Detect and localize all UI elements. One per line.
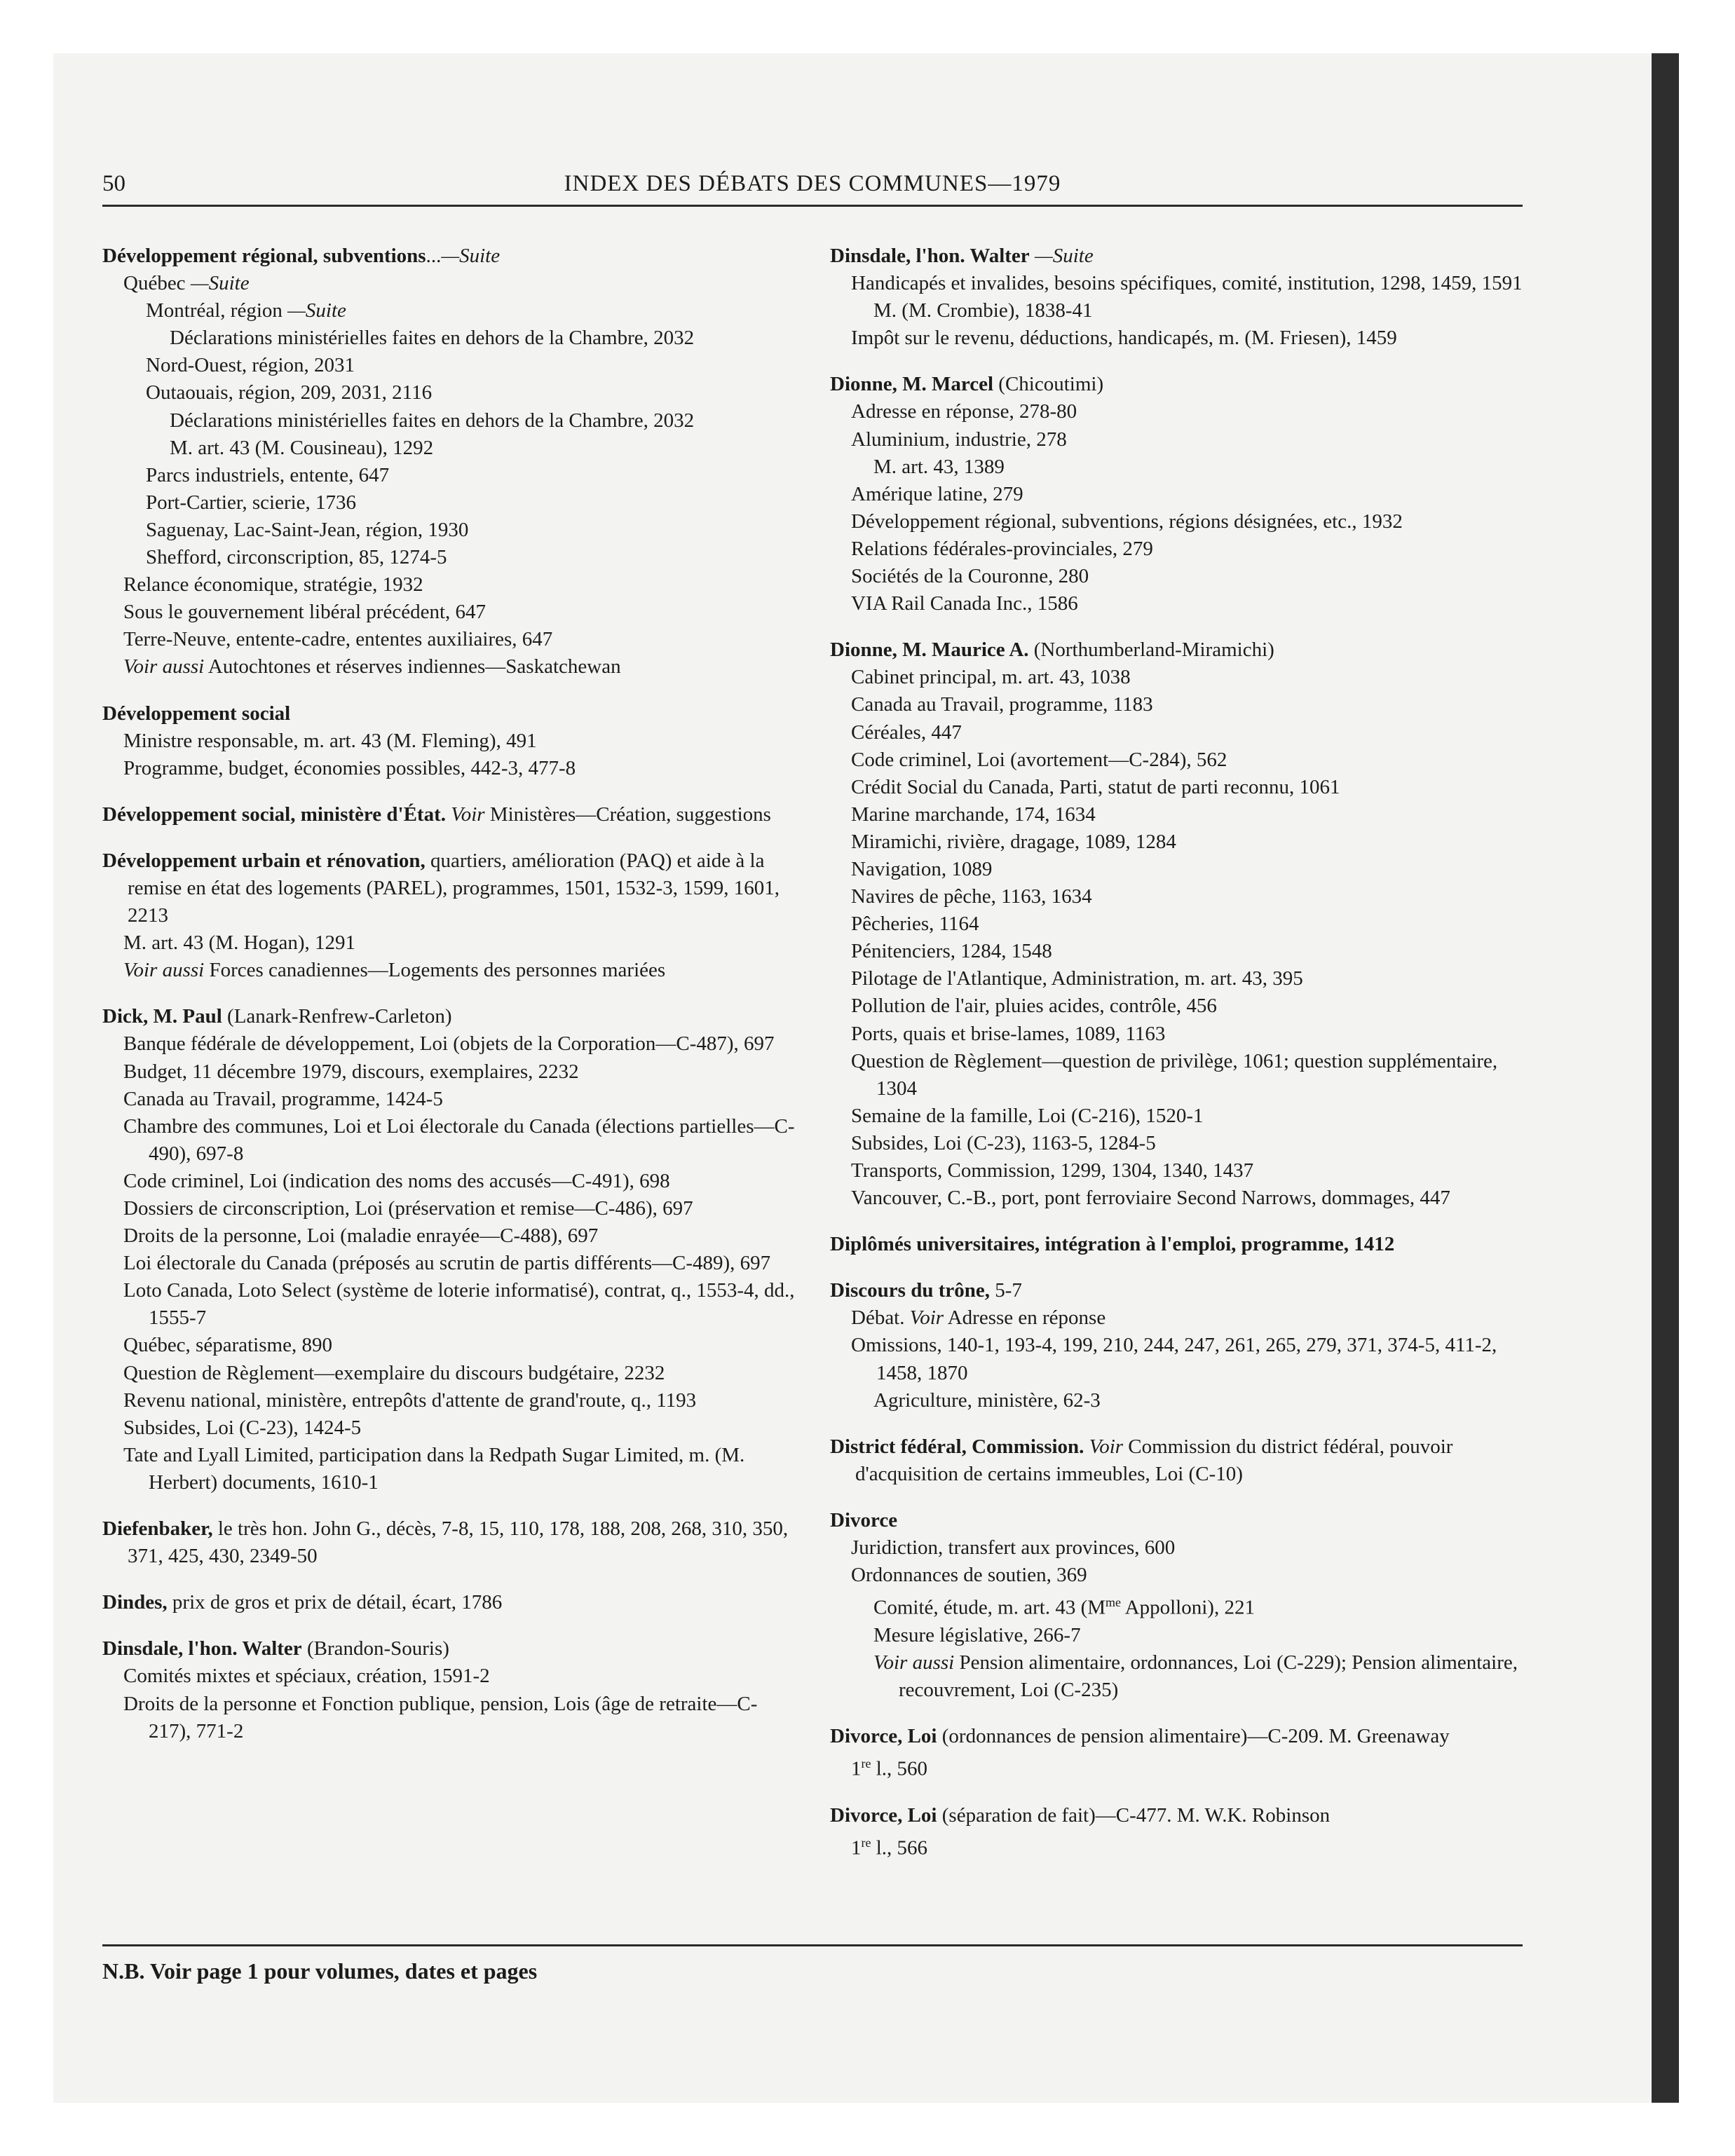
index-text: Transports, Commission, 1299, 1304, 1340, 1437 (851, 1159, 1254, 1182)
index-subentry (102, 1387, 796, 1414)
index-entry (830, 636, 1524, 1212)
index-subentry (830, 398, 1524, 425)
index-text: Déclarations ministérielles faites en dehors de la Chambre, 2032 (170, 327, 695, 350)
index-text: Développement social, ministère d'État. (102, 803, 446, 826)
index-subentry (830, 563, 1524, 590)
index-text: Droits de la personne, Loi (maladie enrayée—C-488), 697 (123, 1224, 599, 1248)
index-text: Québec, séparatisme, 890 (123, 1334, 332, 1357)
index-text: Programme, budget, économies possibles, 442-3, 477-8 (123, 756, 576, 779)
index-subentry (102, 517, 796, 544)
index-subentry (102, 1168, 796, 1195)
index-text: Déclarations ministérielles faites en dehors de la Chambre, 2032 (170, 409, 695, 432)
index-text: Banque fédérale de développement, Loi (objets de la Corporation—C-487), 697 (123, 1032, 775, 1056)
index-subentry (102, 728, 796, 755)
index-subentry (830, 535, 1524, 563)
index-subentry (830, 1387, 1524, 1414)
index-text: le très hon. John G., décès, 7-8, 15, 110, 178, 188, 208, 268, 310, 350, 371, 425, 430, 2349-50 (128, 1517, 789, 1568)
index-text: Revenu national, ministère, entrepôts d'attente de grand'route, q., 1193 (123, 1389, 697, 1412)
index-entry (830, 1277, 1524, 1414)
index-subentry (102, 407, 796, 435)
index-subentry (830, 453, 1524, 481)
index-entry (830, 1231, 1524, 1258)
index-text: Crédit Social du Canada, Parti, statut de parti reconnu, 1061 (851, 775, 1340, 798)
index-text: Pilotage de l'Atlantique, Administration, m. art. 43, 395 (851, 967, 1303, 990)
index-text: Canada au Travail, programme, 1424-5 (123, 1087, 443, 1110)
index-entry (830, 1802, 1524, 1862)
index-text: Divorce (830, 1508, 898, 1531)
index-subentry (102, 1663, 796, 1690)
index-subentry (102, 1691, 796, 1745)
index-subentry (102, 1113, 796, 1168)
index-text: Forces canadiennes—Logements des personnes mariées (204, 959, 666, 982)
index-subentry (102, 1442, 796, 1496)
index-text: Subsides, Loi (C-23), 1163-5, 1284-5 (851, 1131, 1156, 1154)
index-subentry (830, 1649, 1524, 1704)
index-text: Diplômés universitaires, intégration à l'emploi, programme, 1412 (830, 1233, 1395, 1256)
index-subentry (102, 1277, 796, 1332)
index-subentry (102, 544, 796, 571)
index-entry (830, 243, 1524, 352)
index-subentry (830, 325, 1524, 352)
index-subentry (102, 626, 796, 653)
index-text: Navires de pêche, 1163, 1634 (851, 885, 1092, 908)
index-heading (830, 1507, 1524, 1534)
index-text: Ministre responsable, m. art. 43 (M. Fleming), 491 (123, 729, 537, 752)
index-subentry (830, 1021, 1524, 1048)
index-subentry (830, 746, 1524, 774)
index-text: Nord-Ouest, région, 2031 (146, 354, 355, 377)
index-text: l., 566 (871, 1836, 928, 1860)
index-subentry (830, 1185, 1524, 1212)
index-text: Cabinet principal, m. art. 43, 1038 (851, 666, 1131, 689)
index-text: Loto Canada, Loto Select (système de loterie informatisé), contrat, q., 1553-4, dd., 1555-7 (123, 1279, 795, 1330)
index-subentry (102, 1222, 796, 1250)
index-subentry (102, 599, 796, 626)
index-subentry (102, 489, 796, 517)
index-subentry (830, 664, 1524, 691)
index-text: Question de Règlement—exemplaire du discours budgétaire, 2232 (123, 1361, 665, 1384)
index-text: Marine marchande, 174, 1634 (851, 803, 1096, 826)
index-text: Relance économique, stratégie, 1932 (123, 573, 423, 596)
index-entry (102, 700, 796, 782)
index-text: Omissions, 140-1, 193-4, 199, 210, 244, 247, 261, 265, 279, 371, 374-5, 411-2, 1458, 1870 (851, 1334, 1497, 1384)
index-subentry (102, 325, 796, 352)
index-subentry (830, 1589, 1524, 1622)
index-text: Pension alimentaire, ordonnances, Loi (C-229); Pension alimentaire, recouvrement, Loi (C-235) (899, 1651, 1518, 1702)
index-text: Outaouais, région, 209, 2031, 2116 (146, 381, 433, 404)
index-text: Tate and Lyall Limited, participation dans la Redpath Sugar Limited, m. (M. Herbert) documents, 1610-1 (123, 1443, 745, 1494)
index-text: Question de Règlement—question de privilège, 1061; question supplémentaire, 1304 (851, 1049, 1498, 1100)
index-subentry (102, 929, 796, 957)
index-text: Parcs industriels, entente, 647 (146, 463, 390, 486)
index-text: M. art. 43, 1389 (873, 455, 1005, 478)
index-heading (830, 1723, 1524, 1750)
index-heading (830, 243, 1524, 270)
index-subentry (102, 1360, 796, 1387)
index-subentry (102, 1058, 796, 1086)
index-subentry (102, 1030, 796, 1058)
index-subentry (830, 828, 1524, 856)
index-text: Divorce, Loi (830, 1804, 937, 1827)
index-subentry (830, 910, 1524, 938)
index-heading (102, 1635, 796, 1663)
index-text: Ordonnances de soutien, 369 (851, 1564, 1087, 1587)
index-text: Développement urbain et rénovation, (102, 849, 426, 872)
index-text: (séparation de fait)—C-477. M. W.K. Robinson (937, 1804, 1331, 1827)
index-subentry (102, 1250, 796, 1277)
header-rule (102, 205, 1523, 207)
index-text: (Brandon-Souris) (301, 1637, 449, 1660)
index-text: prix de gros et prix de détail, écart, 1786 (167, 1591, 503, 1614)
index-text: Développement régional, subventions (102, 245, 426, 267)
index-entry (102, 1589, 796, 1616)
index-subentry (830, 1048, 1524, 1103)
index-heading (830, 1277, 1524, 1304)
index-entry (830, 371, 1524, 618)
index-subentry (830, 1622, 1524, 1649)
index-text: Voir (445, 803, 485, 826)
index-text: —Suite (287, 299, 346, 322)
index-text: (Lanark-Renfrew-Carleton) (222, 1005, 452, 1028)
index-text: Pêcheries, 1164 (851, 913, 979, 936)
index-text: Sociétés de la Couronne, 280 (851, 565, 1089, 588)
index-text: Subsides, Loi (C-23), 1424-5 (123, 1416, 362, 1439)
index-entry (102, 1515, 796, 1570)
index-text: Canada au Travail, programme, 1183 (851, 693, 1153, 716)
index-text: Divorce, Loi (830, 1725, 937, 1748)
index-subentry (102, 1086, 796, 1113)
index-subentry (830, 801, 1524, 828)
index-heading (102, 1515, 796, 1570)
index-text: l., 560 (871, 1758, 928, 1780)
index-text: Amérique latine, 279 (851, 482, 1023, 505)
index-text: Comité, étude, m. art. 43 (M (873, 1596, 1106, 1619)
index-text: quartiers, amélioration (PAQ) et aide à la remise en état des logements (PAREL), programmes, 1501, 1532-3, 1599, 1601, 2213 (128, 849, 780, 927)
index-entry (102, 243, 796, 681)
index-text: Québec (123, 272, 191, 295)
index-heading (102, 1003, 796, 1030)
page-header (102, 165, 1523, 206)
footer-note: N.B. Voir page 1 pour volumes, dates et pages (102, 1958, 538, 1984)
index-text: Impôt sur le revenu, déductions, handicapés, m. (M. Friesen), 1459 (851, 327, 1397, 350)
binding-edge (1652, 53, 1679, 2103)
index-text: Semaine de la famille, Loi (C-216), 1520-1 (851, 1104, 1204, 1127)
index-text: Dionne, M. Marcel (830, 373, 994, 396)
index-subentry (830, 1534, 1524, 1562)
index-subentry (830, 1304, 1524, 1332)
index-text: Développement régional, subventions, régions désignées, etc., 1932 (851, 510, 1403, 533)
index-subentry (830, 270, 1524, 297)
index-text: Sous le gouvernement libéral précédent, 647 (123, 601, 487, 624)
index-text: me (1105, 1595, 1122, 1610)
index-text: Dinsdale, l'hon. Walter (102, 1637, 302, 1660)
index-subentry (102, 653, 796, 681)
index-entry (102, 801, 796, 828)
index-text: Voir (1084, 1435, 1124, 1458)
index-text: M. art. 43 (M. Cousineau), 1292 (170, 436, 434, 459)
index-text: Adresse en réponse (944, 1306, 1106, 1330)
index-subentry (102, 462, 796, 489)
index-text: Budget, 11 décembre 1979, discours, exemplaires, 2232 (123, 1060, 579, 1083)
index-text: Droits de la personne et Fonction publique, pension, Lois (âge de retraite—C-217), 771-2 (123, 1692, 758, 1742)
index-entry (830, 1507, 1524, 1704)
index-subentry (102, 1195, 796, 1222)
index-text: Pénitenciers, 1284, 1548 (851, 940, 1052, 963)
index-text: Ports, quais et brise-lames, 1089, 1163 (851, 1022, 1166, 1045)
index-text: Port-Cartier, scierie, 1736 (146, 491, 357, 514)
index-text: re (861, 1756, 871, 1771)
index-text: Code criminel, Loi (indication des noms des accusés—C-491), 698 (123, 1169, 670, 1192)
index-subentry (830, 965, 1524, 992)
index-subentry (830, 883, 1524, 910)
index-text: (ordonnances de pension alimentaire)—C-209. M. Greenaway (937, 1725, 1450, 1748)
index-text: Montréal, région (146, 299, 288, 322)
index-heading (830, 1231, 1524, 1258)
index-text: Comités mixtes et spéciaux, création, 1591-2 (123, 1665, 490, 1688)
index-heading (102, 1589, 796, 1616)
index-text: District fédéral, Commission. (830, 1435, 1084, 1458)
index-subentry (102, 1414, 796, 1442)
index-subentry (102, 297, 796, 325)
index-text: 5-7 (989, 1279, 1022, 1302)
index-heading (830, 1433, 1524, 1488)
index-text: Dossiers de circonscription, Loi (préservation et remise—C-486), 697 (123, 1197, 693, 1220)
index-subentry (830, 426, 1524, 453)
page-number: 50 (102, 171, 125, 196)
index-text: Voir aussi (123, 959, 205, 982)
index-text: Loi électorale du Canada (préposés au scrutin de partis différents—C-489), 697 (123, 1252, 771, 1275)
index-subentry (830, 774, 1524, 801)
running-title: INDEX DES DÉBATS DES COMMUNES—1979 (564, 171, 1061, 196)
index-text: Discours du trône, (830, 1279, 990, 1302)
index-text: Miramichi, rivière, dragage, 1089, 1284 (851, 830, 1176, 853)
index-text: Adresse en réponse, 278-80 (851, 400, 1077, 423)
index-text: Dionne, M. Maurice A. (830, 639, 1029, 662)
index-subentry (102, 352, 796, 379)
index-text: Autochtones et réserves indiennes—Saskatchewan (204, 655, 621, 678)
index-subentry (830, 481, 1524, 508)
index-text: Commission du district fédéral, pouvoir d'acquisition de certains immeubles, Loi (C-10) (855, 1435, 1453, 1485)
index-heading (102, 801, 796, 828)
index-subentry (830, 719, 1524, 746)
index-subentry (830, 1130, 1524, 1157)
index-text: —Suite (441, 245, 501, 267)
index-text: VIA Rail Canada Inc., 1586 (851, 592, 1078, 615)
index-text: Voir (909, 1306, 944, 1330)
index-text: Vancouver, C.-B., port, pont ferroviaire Second Narrows, dommages, 447 (851, 1187, 1450, 1210)
index-text: M. art. 43 (M. Hogan), 1291 (123, 932, 356, 955)
index-text: Débat. (851, 1306, 910, 1330)
index-subentry (102, 1332, 796, 1359)
index-subentry (830, 590, 1524, 618)
index-subentry (830, 1157, 1524, 1185)
index-text: Céréales, 447 (851, 721, 962, 744)
index-subentry (830, 1562, 1524, 1589)
index-subentry (830, 1103, 1524, 1130)
index-text: Navigation, 1089 (851, 857, 993, 880)
index-subentry (102, 379, 796, 407)
index-heading (830, 636, 1524, 664)
index-subentry (102, 755, 796, 782)
index-text: Relations fédérales-provinciales, 279 (851, 537, 1153, 560)
index-text: (Northumberland-Miramichi) (1028, 639, 1274, 662)
index-subentry (102, 270, 796, 297)
index-text: Pollution de l'air, pluies acides, contrôle, 456 (851, 995, 1217, 1018)
index-text: M. (M. Crombie), 1838-41 (873, 299, 1093, 322)
index-subentry (830, 1829, 1524, 1862)
index-column-right (830, 243, 1524, 1939)
index-entry (830, 1723, 1524, 1783)
index-text: Voir aussi (873, 1651, 955, 1674)
index-text: Code criminel, Loi (avortement—C-284), 562 (851, 748, 1227, 771)
index-heading (830, 371, 1524, 398)
index-heading (102, 847, 796, 929)
index-text: Chambre des communes, Loi et Loi électorale du Canada (élections partielles—C-490), 697-8 (123, 1114, 795, 1165)
index-column-left (102, 243, 796, 1939)
index-text: —Suite (1029, 245, 1094, 267)
index-text: re (861, 1836, 871, 1850)
index-entry (102, 847, 796, 984)
index-text: Développement social (102, 702, 291, 725)
index-text: Aluminium, industrie, 278 (851, 428, 1067, 451)
index-text: Diefenbaker, (102, 1517, 213, 1541)
index-subentry (830, 691, 1524, 718)
index-heading (102, 700, 796, 728)
index-text: Shefford, circonscription, 85, 1274-5 (146, 546, 447, 569)
index-text: —Suite (190, 272, 250, 295)
index-subentry (830, 856, 1524, 883)
index-text: Dindes, (102, 1591, 168, 1614)
index-entry (102, 1635, 796, 1745)
index-subentry (102, 571, 796, 599)
index-text: Terre-Neuve, entente-cadre, ententes auxiliaires, 647 (123, 628, 553, 651)
index-text: Voir aussi (123, 655, 205, 678)
index-text: Dinsdale, l'hon. Walter (830, 245, 1030, 267)
index-text: Saguenay, Lac-Saint-Jean, région, 1930 (146, 518, 469, 541)
index-text: Mesure législative, 266-7 (873, 1623, 1081, 1646)
index-subentry (830, 992, 1524, 1020)
index-subentry (830, 297, 1524, 325)
index-text: Dick, M. Paul (102, 1005, 222, 1028)
index-subentry (830, 938, 1524, 965)
index-text: Agriculture, ministère, 62-3 (873, 1389, 1101, 1412)
index-subentry (102, 957, 796, 984)
index-entry (830, 1433, 1524, 1488)
index-subentry (102, 435, 796, 462)
index-text: (Chicoutimi) (993, 373, 1104, 396)
index-text: Juridiction, transfert aux provinces, 600 (851, 1536, 1176, 1560)
footer-rule (102, 1944, 1523, 1946)
index-text: Handicapés et invalides, besoins spécifiques, comité, institution, 1298, 1459, 1591 (851, 272, 1523, 295)
index-heading (830, 1802, 1524, 1829)
index-text: ... (426, 245, 442, 267)
index-subentry (830, 508, 1524, 535)
index-entry (102, 1003, 796, 1496)
index-subentry (830, 1750, 1524, 1783)
index-text: 1 (851, 1836, 862, 1860)
index-text: 1 (851, 1758, 862, 1780)
index-subentry (830, 1332, 1524, 1386)
index-text: Appolloni), 221 (1121, 1596, 1255, 1619)
index-text: Ministères—Création, suggestions (484, 803, 771, 826)
index-heading (102, 243, 796, 270)
